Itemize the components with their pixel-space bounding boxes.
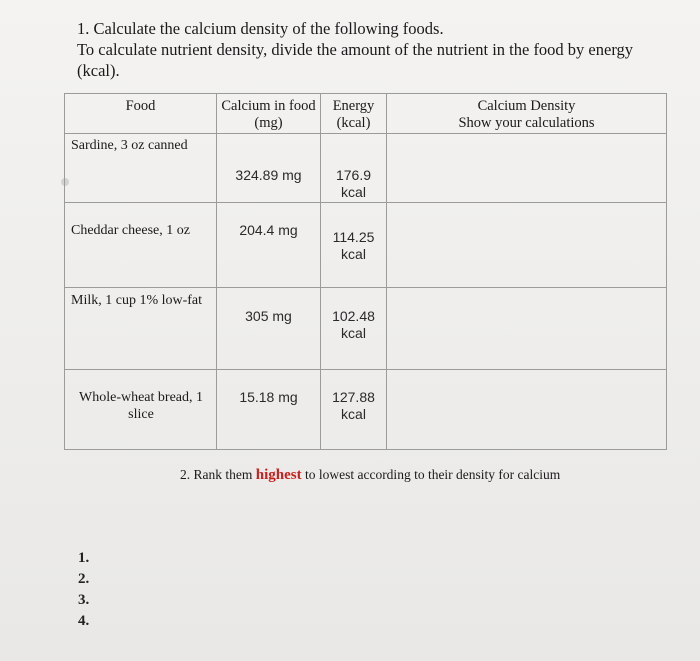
cell-energy	[321, 203, 387, 288]
cell-density-answer[interactable]	[387, 203, 667, 288]
food-name: Milk, 1 cup 1% low-fat	[71, 293, 203, 308]
energy-unit: kcal	[341, 246, 366, 262]
energy-value: 127.88	[332, 389, 375, 405]
calcium-value: 305 mg	[245, 308, 292, 324]
ranking-list	[56, 548, 89, 632]
cell-food	[65, 370, 217, 450]
table-row	[65, 134, 667, 203]
header-calcium-line2: (mg)	[254, 115, 283, 131]
cell-density-answer[interactable]	[387, 288, 667, 370]
cell-calcium	[217, 288, 321, 370]
ranking-item-1[interactable]: 1.	[78, 550, 90, 566]
energy-unit: kcal	[341, 184, 366, 200]
table-row	[65, 288, 667, 370]
cell-density-answer[interactable]	[387, 134, 667, 203]
header-density	[387, 94, 667, 134]
food-name: Cheddar cheese, 1 oz	[71, 223, 190, 238]
question-1	[77, 18, 677, 81]
cell-energy	[321, 370, 387, 450]
ranking-item-4[interactable]: 4.	[78, 613, 90, 629]
cell-food	[65, 203, 217, 288]
header-food	[65, 94, 217, 134]
cell-calcium	[217, 370, 321, 450]
energy-value: 114.25	[332, 229, 375, 245]
header-energy-line2: (kcal)	[336, 115, 371, 131]
question-1-line3: (kcal).	[77, 61, 120, 80]
header-energy	[321, 94, 387, 134]
question-2-prefix: 2. Rank them	[180, 467, 256, 482]
calcium-value: 204.4 mg	[239, 222, 298, 238]
calcium-value: 324.89 mg	[235, 167, 302, 183]
cell-energy	[321, 288, 387, 370]
table-row	[65, 370, 667, 450]
header-calcium-line1: Calcium in food	[221, 98, 316, 114]
calcium-value: 15.18 mg	[239, 389, 298, 405]
calcium-density-table	[64, 93, 667, 450]
energy-unit: kcal	[341, 325, 366, 341]
table-header-row	[65, 94, 667, 134]
ranking-item-2[interactable]: 2.	[78, 571, 90, 587]
table-row	[65, 203, 667, 288]
food-name: Sardine, 3 oz canned	[71, 138, 188, 153]
question-2-highlight: highest	[255, 467, 302, 483]
header-energy-line1: Energy	[332, 98, 375, 114]
energy-value: 176.9	[335, 167, 372, 183]
cell-density-answer[interactable]	[387, 370, 667, 450]
ranking-item-3[interactable]: 3.	[78, 592, 90, 608]
cell-food	[65, 288, 217, 370]
question-1-line2: To calculate nutrient density, divide the amount of the nutrient in the food by energy	[77, 40, 634, 59]
food-name-line2: slice	[128, 407, 154, 422]
question-2	[180, 467, 560, 484]
cell-food	[65, 134, 217, 203]
calcium-table-container	[64, 93, 666, 447]
food-name-line1: Whole-wheat bread, 1	[79, 390, 203, 405]
cell-calcium	[217, 203, 321, 288]
question-2-suffix: to lowest according to their density for calcium	[301, 467, 561, 482]
header-calcium	[217, 94, 321, 134]
header-density-line1: Calcium Density	[477, 98, 576, 114]
cell-calcium	[217, 134, 321, 203]
header-food-label: Food	[125, 98, 156, 114]
header-density-line2: Show your calculations	[458, 115, 595, 131]
energy-value: 102.48	[332, 308, 375, 324]
energy-unit: kcal	[341, 406, 366, 422]
cell-energy	[321, 134, 387, 203]
question-1-line1: 1. Calculate the calcium density of the following foods.	[77, 19, 444, 38]
